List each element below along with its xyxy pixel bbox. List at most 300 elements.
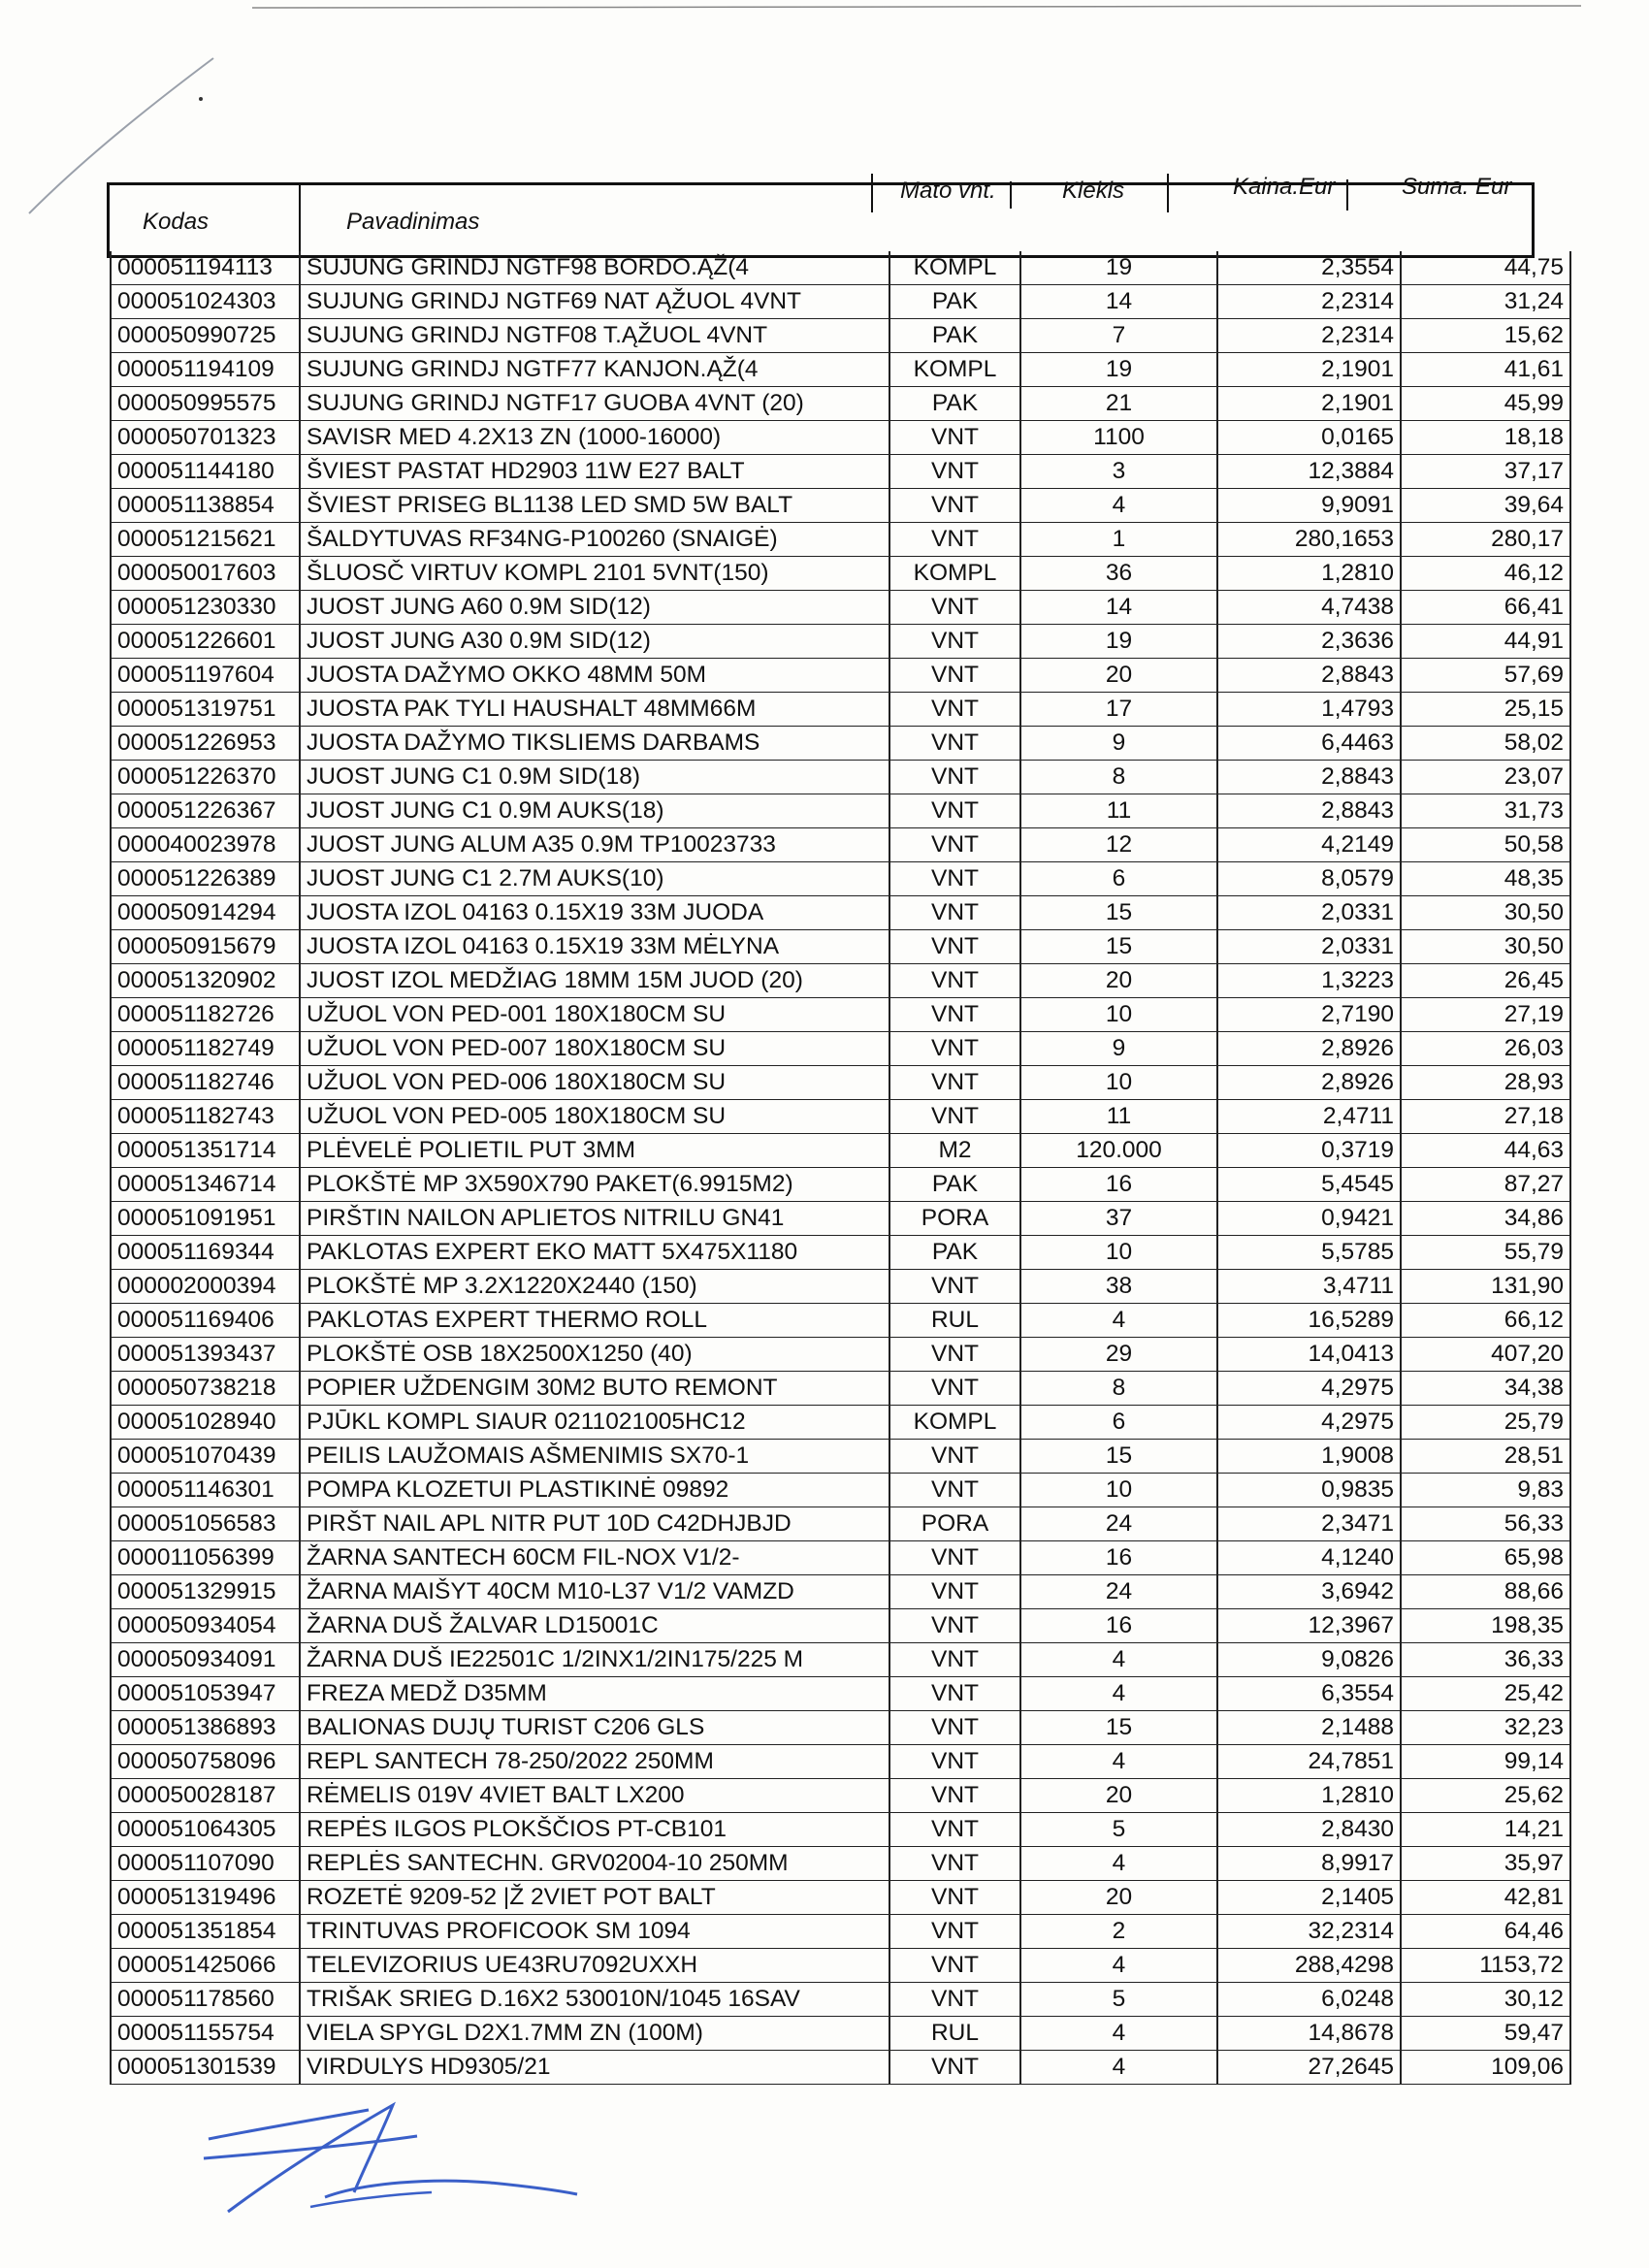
item-sum-cell: 14,21: [1401, 1813, 1570, 1847]
item-sum-cell: 23,07: [1401, 761, 1570, 794]
item-price-cell: 2,8843: [1217, 761, 1401, 794]
item-qty-cell: 6: [1020, 1406, 1217, 1440]
item-sum-cell: 39,64: [1401, 489, 1570, 523]
item-price-cell: 2,0331: [1217, 896, 1401, 930]
item-sum-cell: 30,12: [1401, 1983, 1570, 2017]
item-sum-cell: 30,50: [1401, 896, 1570, 930]
item-sum-cell: 65,98: [1401, 1541, 1570, 1575]
item-unit-cell: VNT: [889, 1677, 1020, 1711]
item-price-cell: 2,1901: [1217, 353, 1401, 387]
item-name-cell: JUOST JUNG C1 0.9M SID(18): [300, 761, 889, 794]
table-row: [111, 251, 1570, 285]
table-row: [111, 421, 1570, 455]
item-price-cell: 4,1240: [1217, 1541, 1401, 1575]
item-price-cell: 27,2645: [1217, 2051, 1401, 2085]
item-name-cell: UŽUOL VON PED-001 180X180CM SU: [300, 998, 889, 1032]
item-qty-cell: 4: [1020, 1745, 1217, 1779]
item-unit-cell: VNT: [889, 1949, 1020, 1983]
item-name-cell: JUOST JUNG C1 0.9M AUKS(18): [300, 794, 889, 828]
item-code-cell: 000051226953: [111, 727, 300, 761]
item-qty-cell: 29: [1020, 1338, 1217, 1372]
item-name-cell: RĖMELIS 019V 4VIET BALT LX200: [300, 1779, 889, 1813]
item-unit-cell: VNT: [889, 659, 1020, 693]
item-name-cell: PJŪKL KOMPL SIAUR 0211021005HC12: [300, 1406, 889, 1440]
item-code-cell: 000051197604: [111, 659, 300, 693]
table-row: [111, 1507, 1570, 1541]
item-name-cell: JUOST IZOL MEDŽIAG 18MM 15M JUOD (20): [300, 964, 889, 998]
item-sum-cell: 25,79: [1401, 1406, 1570, 1440]
item-code-cell: 000050934054: [111, 1609, 300, 1643]
item-name-cell: SAVISR MED 4.2X13 ZN (1000-16000): [300, 421, 889, 455]
item-code-cell: 000051182726: [111, 998, 300, 1032]
header-name: Pavadinimas: [346, 209, 480, 235]
item-qty-cell: 2: [1020, 1915, 1217, 1949]
item-unit-cell: VNT: [889, 828, 1020, 862]
item-name-cell: PLOKŠTĖ OSB 18X2500X1250 (40): [300, 1338, 889, 1372]
item-sum-cell: 28,51: [1401, 1440, 1570, 1474]
item-code-cell: 000050934091: [111, 1643, 300, 1677]
table-row: [111, 489, 1570, 523]
item-qty-cell: 10: [1020, 1474, 1217, 1507]
item-name-cell: PIRŠT NAIL APL NITR PUT 10D C42DHJBJD: [300, 1507, 889, 1541]
item-code-cell: 000051393437: [111, 1338, 300, 1372]
item-name-cell: JUOSTA IZOL 04163 0.15X19 33M MĖLYNA: [300, 930, 889, 964]
item-sum-cell: 36,33: [1401, 1643, 1570, 1677]
item-name-cell: BALIONAS DUJŲ TURIST C206 GLS: [300, 1711, 889, 1745]
item-code-cell: 000051425066: [111, 1949, 300, 1983]
item-code-cell: 000051194113: [111, 251, 300, 285]
table-row: [111, 1440, 1570, 1474]
item-price-cell: 2,3554: [1217, 251, 1401, 285]
item-unit-cell: VNT: [889, 1881, 1020, 1915]
item-qty-cell: 36: [1020, 557, 1217, 591]
item-code-cell: 000050915679: [111, 930, 300, 964]
item-sum-cell: 25,42: [1401, 1677, 1570, 1711]
item-price-cell: 2,8843: [1217, 659, 1401, 693]
item-unit-cell: RUL: [889, 1304, 1020, 1338]
item-sum-cell: 35,97: [1401, 1847, 1570, 1881]
item-unit-cell: VNT: [889, 1779, 1020, 1813]
items-table-body: [111, 251, 1570, 2085]
item-price-cell: 5,5785: [1217, 1236, 1401, 1270]
item-sum-cell: 198,35: [1401, 1609, 1570, 1643]
item-price-cell: 3,4711: [1217, 1270, 1401, 1304]
item-qty-cell: 24: [1020, 1507, 1217, 1541]
item-name-cell: REPĖS ILGOS PLOKŠČIOS PT-CB101: [300, 1813, 889, 1847]
item-sum-cell: 9,83: [1401, 1474, 1570, 1507]
item-unit-cell: VNT: [889, 727, 1020, 761]
item-price-cell: 1,2810: [1217, 557, 1401, 591]
item-sum-cell: 57,69: [1401, 659, 1570, 693]
item-qty-cell: 5: [1020, 1983, 1217, 2017]
item-qty-cell: 4: [1020, 1847, 1217, 1881]
item-sum-cell: 64,46: [1401, 1915, 1570, 1949]
item-price-cell: 288,4298: [1217, 1949, 1401, 1983]
item-name-cell: UŽUOL VON PED-007 180X180CM SU: [300, 1032, 889, 1066]
item-qty-cell: 19: [1020, 251, 1217, 285]
item-unit-cell: VNT: [889, 1338, 1020, 1372]
item-price-cell: 12,3884: [1217, 455, 1401, 489]
item-qty-cell: 8: [1020, 1372, 1217, 1406]
table-row: [111, 1134, 1570, 1168]
item-unit-cell: VNT: [889, 1440, 1020, 1474]
item-sum-cell: 99,14: [1401, 1745, 1570, 1779]
item-code-cell: 000051351854: [111, 1915, 300, 1949]
item-qty-cell: 20: [1020, 659, 1217, 693]
table-row: [111, 1915, 1570, 1949]
item-price-cell: 2,8926: [1217, 1066, 1401, 1100]
item-unit-cell: VNT: [889, 523, 1020, 557]
item-qty-cell: 6: [1020, 862, 1217, 896]
item-qty-cell: 120.000: [1020, 1134, 1217, 1168]
item-unit-cell: VNT: [889, 1711, 1020, 1745]
item-qty-cell: 4: [1020, 1304, 1217, 1338]
item-price-cell: 4,2975: [1217, 1406, 1401, 1440]
item-qty-cell: 12: [1020, 828, 1217, 862]
item-code-cell: 000051329915: [111, 1575, 300, 1609]
item-name-cell: SUJUNG GRINDJ NGTF08 T.ĄŽUOL 4VNT: [300, 319, 889, 353]
table-row: [111, 1304, 1570, 1338]
item-sum-cell: 1153,72: [1401, 1949, 1570, 1983]
item-qty-cell: 38: [1020, 1270, 1217, 1304]
item-code-cell: 000051107090: [111, 1847, 300, 1881]
item-name-cell: TRINTUVAS PROFICOOK SM 1094: [300, 1915, 889, 1949]
table-row: [111, 1881, 1570, 1915]
item-price-cell: 6,0248: [1217, 1983, 1401, 2017]
item-sum-cell: 131,90: [1401, 1270, 1570, 1304]
item-name-cell: SUJUNG GRINDJ NGTF17 GUOBA 4VNT (20): [300, 387, 889, 421]
item-code-cell: 000051053947: [111, 1677, 300, 1711]
item-name-cell: POPIER UŽDENGIM 30M2 BUTO REMONT: [300, 1372, 889, 1406]
item-unit-cell: M2: [889, 1134, 1020, 1168]
table-row: [111, 625, 1570, 659]
item-unit-cell: VNT: [889, 1745, 1020, 1779]
item-qty-cell: 9: [1020, 727, 1217, 761]
table-row: [111, 1609, 1570, 1643]
item-name-cell: PIRŠTIN NAILON APLIETOS NITRILU GN41: [300, 1202, 889, 1236]
header-divider: [1346, 179, 1348, 211]
item-price-cell: 4,2975: [1217, 1372, 1401, 1406]
item-name-cell: PAKLOTAS EXPERT EKO MATT 5X475X1180: [300, 1236, 889, 1270]
item-unit-cell: VNT: [889, 1541, 1020, 1575]
item-qty-cell: 4: [1020, 2017, 1217, 2051]
item-qty-cell: 24: [1020, 1575, 1217, 1609]
item-name-cell: POMPA KLOZETUI PLASTIKINĖ 09892: [300, 1474, 889, 1507]
item-unit-cell: VNT: [889, 693, 1020, 727]
item-unit-cell: VNT: [889, 1474, 1020, 1507]
item-unit-cell: VNT: [889, 1100, 1020, 1134]
item-sum-cell: 44,75: [1401, 251, 1570, 285]
item-qty-cell: 11: [1020, 794, 1217, 828]
table-row: [111, 523, 1570, 557]
item-price-cell: 16,5289: [1217, 1304, 1401, 1338]
header-price: Kaina.Eur: [1233, 174, 1336, 200]
item-price-cell: 0,9421: [1217, 1202, 1401, 1236]
item-name-cell: REPL SANTECH 78-250/2022 250MM: [300, 1745, 889, 1779]
item-qty-cell: 4: [1020, 1643, 1217, 1677]
items-table: [110, 251, 1571, 2085]
item-code-cell: 000051226370: [111, 761, 300, 794]
item-sum-cell: 280,17: [1401, 523, 1570, 557]
item-unit-cell: VNT: [889, 625, 1020, 659]
table-row: [111, 1338, 1570, 1372]
item-sum-cell: 109,06: [1401, 2051, 1570, 2085]
item-price-cell: 0,9835: [1217, 1474, 1401, 1507]
scan-edge-line: [29, 0, 1581, 29]
header-code: Kodas: [143, 209, 210, 235]
item-qty-cell: 8: [1020, 761, 1217, 794]
item-price-cell: 2,4711: [1217, 1100, 1401, 1134]
item-price-cell: 2,3636: [1217, 625, 1401, 659]
item-price-cell: 2,7190: [1217, 998, 1401, 1032]
item-code-cell: 000051056583: [111, 1507, 300, 1541]
item-code-cell: 000051226367: [111, 794, 300, 828]
item-sum-cell: 88,66: [1401, 1575, 1570, 1609]
item-price-cell: 6,4463: [1217, 727, 1401, 761]
item-sum-cell: 46,12: [1401, 557, 1570, 591]
item-code-cell: 000051230330: [111, 591, 300, 625]
table-row: [111, 659, 1570, 693]
table-row: [111, 1847, 1570, 1881]
item-sum-cell: 44,91: [1401, 625, 1570, 659]
table-row: [111, 2051, 1570, 2085]
table-row: [111, 964, 1570, 998]
item-code-cell: 000051028940: [111, 1406, 300, 1440]
item-price-cell: 3,6942: [1217, 1575, 1401, 1609]
item-unit-cell: VNT: [889, 1813, 1020, 1847]
item-name-cell: ŠALDYTUVAS RF34NG-P100260 (SNAIGĖ): [300, 523, 889, 557]
item-name-cell: ŽARNA DUŠ ŽALVAR LD15001C: [300, 1609, 889, 1643]
item-name-cell: PLOKŠTĖ MP 3.2X1220X2440 (150): [300, 1270, 889, 1304]
item-price-cell: 2,1405: [1217, 1881, 1401, 1915]
item-code-cell: 000051138854: [111, 489, 300, 523]
item-name-cell: PLOKŠTĖ MP 3X590X790 PAKET(6.9915M2): [300, 1168, 889, 1202]
item-qty-cell: 20: [1020, 964, 1217, 998]
item-sum-cell: 15,62: [1401, 319, 1570, 353]
item-unit-cell: VNT: [889, 421, 1020, 455]
table-row: [111, 1643, 1570, 1677]
table-row: [111, 1202, 1570, 1236]
item-qty-cell: 16: [1020, 1609, 1217, 1643]
item-name-cell: SUJUNG GRINDJ NGTF69 NAT ĄŽUOL 4VNT: [300, 285, 889, 319]
table-row: [111, 1575, 1570, 1609]
item-code-cell: 000051346714: [111, 1168, 300, 1202]
item-code-cell: 000050738218: [111, 1372, 300, 1406]
item-sum-cell: 59,47: [1401, 2017, 1570, 2051]
item-price-cell: 1,4793: [1217, 693, 1401, 727]
item-qty-cell: 19: [1020, 353, 1217, 387]
item-code-cell: 000050701323: [111, 421, 300, 455]
header-divider: [1167, 174, 1169, 212]
table-row: [111, 319, 1570, 353]
item-sum-cell: 27,18: [1401, 1100, 1570, 1134]
table-row: [111, 455, 1570, 489]
item-sum-cell: 58,02: [1401, 727, 1570, 761]
item-unit-cell: PORA: [889, 1202, 1020, 1236]
item-qty-cell: 9: [1020, 1032, 1217, 1066]
item-unit-cell: VNT: [889, 1372, 1020, 1406]
table-row: [111, 285, 1570, 319]
item-name-cell: UŽUOL VON PED-005 180X180CM SU: [300, 1100, 889, 1134]
item-unit-cell: KOMPL: [889, 251, 1020, 285]
item-name-cell: JUOST JUNG A30 0.9M SID(12): [300, 625, 889, 659]
header-divider: [1010, 181, 1012, 209]
item-name-cell: JUOSTA IZOL 04163 0.15X19 33M JUODA: [300, 896, 889, 930]
item-qty-cell: 17: [1020, 693, 1217, 727]
item-price-cell: 12,3967: [1217, 1609, 1401, 1643]
table-row: [111, 1745, 1570, 1779]
item-code-cell: 000051024303: [111, 285, 300, 319]
item-name-cell: JUOST JUNG A60 0.9M SID(12): [300, 591, 889, 625]
item-qty-cell: 16: [1020, 1541, 1217, 1575]
item-code-cell: 000050995575: [111, 387, 300, 421]
item-sum-cell: 25,15: [1401, 693, 1570, 727]
item-name-cell: ROZETĖ 9209-52 |Ž 2VIET POT BALT: [300, 1881, 889, 1915]
item-sum-cell: 44,63: [1401, 1134, 1570, 1168]
table-row: [111, 896, 1570, 930]
table-row: [111, 862, 1570, 896]
item-code-cell: 000050914294: [111, 896, 300, 930]
item-price-cell: 4,2149: [1217, 828, 1401, 862]
item-code-cell: 000051169344: [111, 1236, 300, 1270]
item-sum-cell: 56,33: [1401, 1507, 1570, 1541]
item-qty-cell: 21: [1020, 387, 1217, 421]
item-unit-cell: PAK: [889, 387, 1020, 421]
item-price-cell: 2,0331: [1217, 930, 1401, 964]
item-price-cell: 2,3471: [1217, 1507, 1401, 1541]
item-unit-cell: PAK: [889, 285, 1020, 319]
table-row: [111, 1032, 1570, 1066]
item-code-cell: 000051320902: [111, 964, 300, 998]
table-row: [111, 1372, 1570, 1406]
item-unit-cell: KOMPL: [889, 557, 1020, 591]
item-price-cell: 9,9091: [1217, 489, 1401, 523]
item-qty-cell: 4: [1020, 489, 1217, 523]
item-code-cell: 000051386893: [111, 1711, 300, 1745]
item-unit-cell: VNT: [889, 1915, 1020, 1949]
item-sum-cell: 87,27: [1401, 1168, 1570, 1202]
item-price-cell: 24,7851: [1217, 1745, 1401, 1779]
item-sum-cell: 27,19: [1401, 998, 1570, 1032]
item-code-cell: 000051215621: [111, 523, 300, 557]
item-name-cell: ŽARNA SANTECH 60CM FIL-NOX V1/2-: [300, 1541, 889, 1575]
table-row: [111, 761, 1570, 794]
item-unit-cell: VNT: [889, 1575, 1020, 1609]
item-qty-cell: 10: [1020, 1236, 1217, 1270]
item-code-cell: 000051194109: [111, 353, 300, 387]
header-qty: Kiekis: [1062, 178, 1125, 204]
table-row: [111, 1983, 1570, 2017]
item-name-cell: ŠVIEST PASTAT HD2903 11W E27 BALT: [300, 455, 889, 489]
item-name-cell: JUOST JUNG C1 2.7M AUKS(10): [300, 862, 889, 896]
item-price-cell: 14,8678: [1217, 2017, 1401, 2051]
item-price-cell: 2,8843: [1217, 794, 1401, 828]
item-code-cell: 000051182746: [111, 1066, 300, 1100]
table-row: [111, 353, 1570, 387]
table-row: [111, 727, 1570, 761]
item-unit-cell: PAK: [889, 1236, 1020, 1270]
item-code-cell: 000051226601: [111, 625, 300, 659]
item-qty-cell: 15: [1020, 896, 1217, 930]
item-name-cell: UŽUOL VON PED-006 180X180CM SU: [300, 1066, 889, 1100]
table-header: [107, 174, 1535, 258]
item-unit-cell: KOMPL: [889, 1406, 1020, 1440]
item-price-cell: 1,9008: [1217, 1440, 1401, 1474]
item-qty-cell: 10: [1020, 998, 1217, 1032]
item-unit-cell: PORA: [889, 1507, 1020, 1541]
item-unit-cell: VNT: [889, 1643, 1020, 1677]
item-unit-cell: VNT: [889, 862, 1020, 896]
item-code-cell: 000050990725: [111, 319, 300, 353]
item-qty-cell: 5: [1020, 1813, 1217, 1847]
item-qty-cell: 4: [1020, 1949, 1217, 1983]
item-qty-cell: 15: [1020, 1711, 1217, 1745]
item-name-cell: PLĖVELĖ POLIETIL PUT 3MM: [300, 1134, 889, 1168]
item-code-cell: 000051351714: [111, 1134, 300, 1168]
item-unit-cell: VNT: [889, 998, 1020, 1032]
item-sum-cell: 37,17: [1401, 455, 1570, 489]
table-row: [111, 591, 1570, 625]
item-price-cell: 2,8430: [1217, 1813, 1401, 1847]
item-sum-cell: 66,41: [1401, 591, 1570, 625]
item-price-cell: 8,0579: [1217, 862, 1401, 896]
table-row: [111, 828, 1570, 862]
item-name-cell: JUOST JUNG ALUM A35 0.9M TP10023733: [300, 828, 889, 862]
item-unit-cell: VNT: [889, 1847, 1020, 1881]
item-unit-cell: VNT: [889, 1270, 1020, 1304]
item-price-cell: 5,4545: [1217, 1168, 1401, 1202]
item-code-cell: 000051178560: [111, 1983, 300, 2017]
item-code-cell: 000011056399: [111, 1541, 300, 1575]
table-row: [111, 2017, 1570, 2051]
item-qty-cell: 10: [1020, 1066, 1217, 1100]
item-name-cell: SUJUNG GRINDJ NGTF98 BORDO.ĄŽ(4: [300, 251, 889, 285]
header-unit: Mato vnt.: [900, 178, 996, 204]
item-unit-cell: VNT: [889, 1066, 1020, 1100]
item-unit-cell: VNT: [889, 489, 1020, 523]
item-unit-cell: VNT: [889, 964, 1020, 998]
item-code-cell: 000050758096: [111, 1745, 300, 1779]
item-qty-cell: 1: [1020, 523, 1217, 557]
item-unit-cell: VNT: [889, 1609, 1020, 1643]
item-name-cell: ŠVIEST PRISEG BL1138 LED SMD 5W BALT: [300, 489, 889, 523]
item-code-cell: 000051319496: [111, 1881, 300, 1915]
item-price-cell: 9,0826: [1217, 1643, 1401, 1677]
header-divider: [299, 185, 301, 258]
item-sum-cell: 28,93: [1401, 1066, 1570, 1100]
item-code-cell: 000040023978: [111, 828, 300, 862]
table-row: [111, 1541, 1570, 1575]
item-sum-cell: 31,24: [1401, 285, 1570, 319]
item-sum-cell: 41,61: [1401, 353, 1570, 387]
item-code-cell: 000051144180: [111, 455, 300, 489]
item-unit-cell: VNT: [889, 761, 1020, 794]
item-code-cell: 000051169406: [111, 1304, 300, 1338]
item-price-cell: 6,3554: [1217, 1677, 1401, 1711]
item-code-cell: 000051091951: [111, 1202, 300, 1236]
item-qty-cell: 20: [1020, 1779, 1217, 1813]
item-qty-cell: 15: [1020, 1440, 1217, 1474]
item-name-cell: PEILIS LAUŽOMAIS AŠMENIMIS SX70-1: [300, 1440, 889, 1474]
item-name-cell: JUOSTA PAK TYLI HAUSHALT 48MM66M: [300, 693, 889, 727]
item-sum-cell: 48,35: [1401, 862, 1570, 896]
item-sum-cell: 45,99: [1401, 387, 1570, 421]
item-sum-cell: 18,18: [1401, 421, 1570, 455]
header-divider: [871, 174, 873, 212]
item-qty-cell: 19: [1020, 625, 1217, 659]
item-qty-cell: 4: [1020, 2051, 1217, 2085]
header-sum: Suma. Eur: [1402, 174, 1512, 200]
